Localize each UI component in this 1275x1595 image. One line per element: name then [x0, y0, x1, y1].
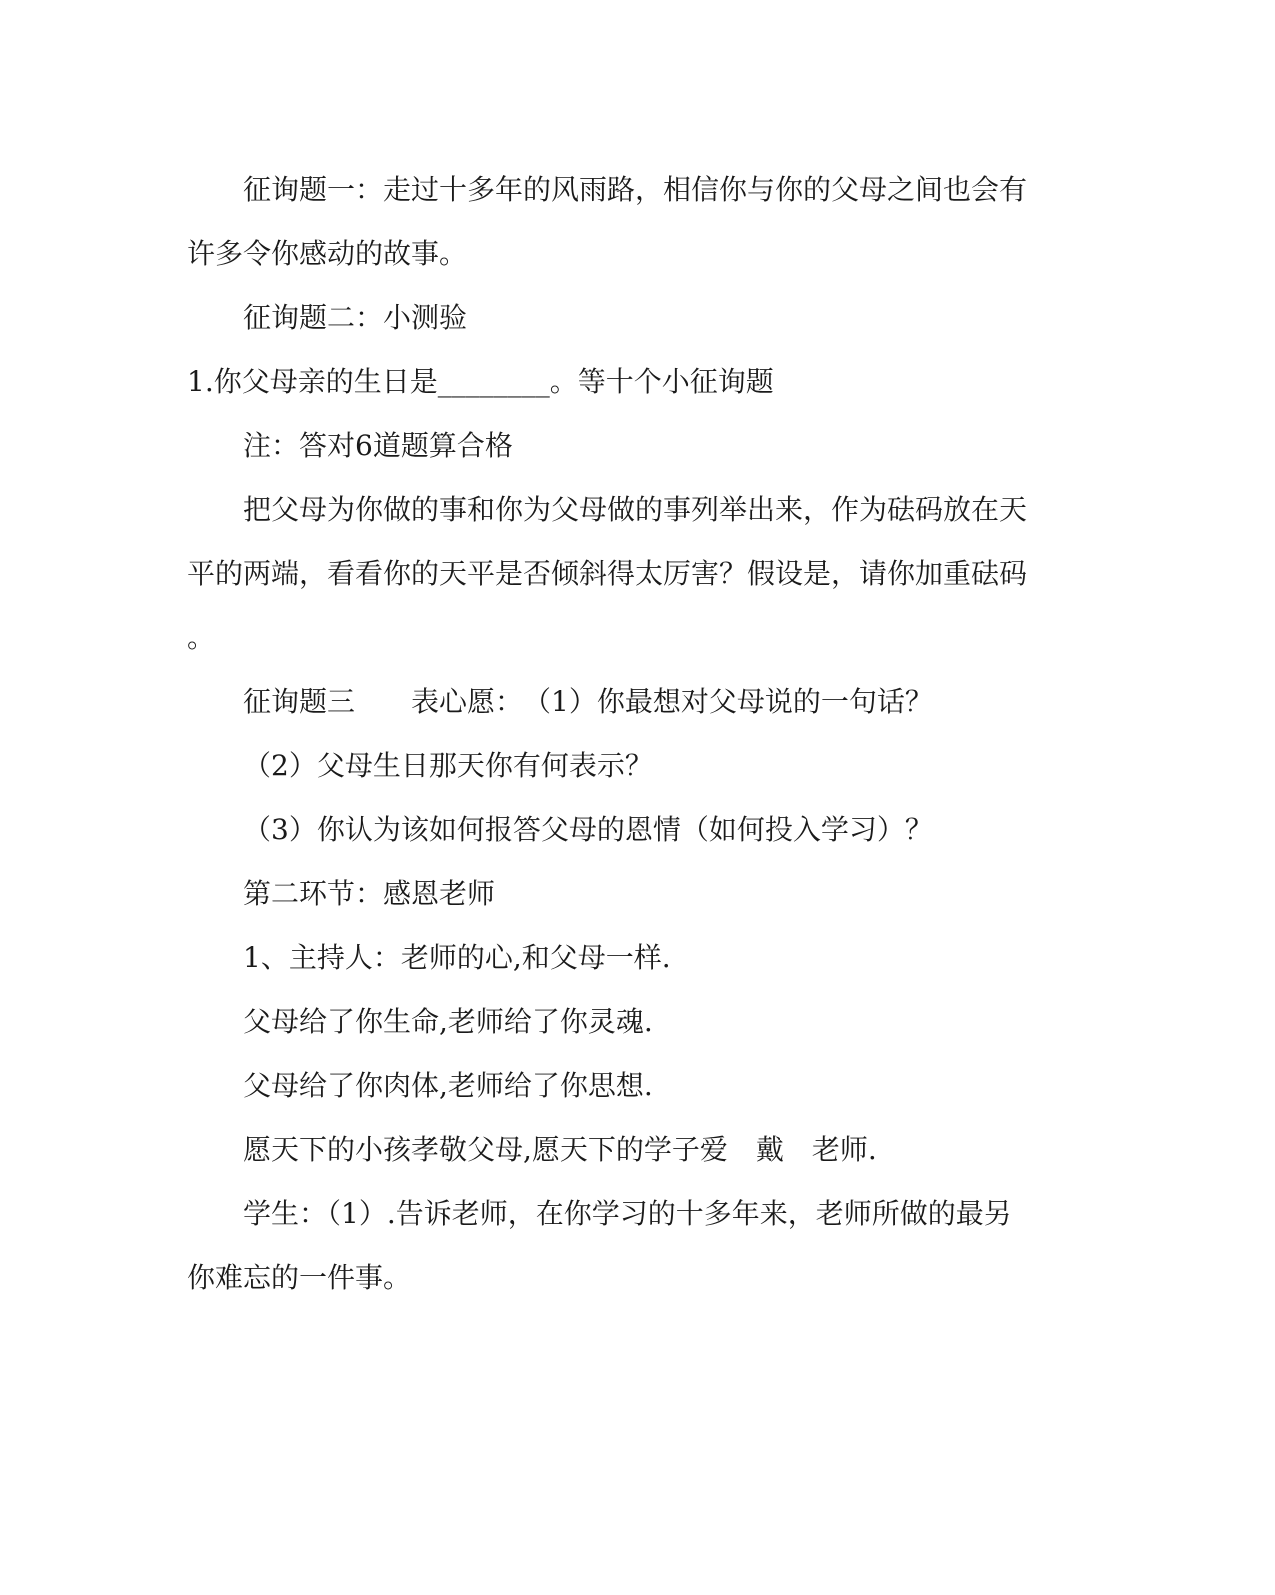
paragraph-line: 1、主持人：老师的心,和父母一样.	[243, 941, 671, 974]
paragraph-line: 学生：（1）.告诉老师，在你学习的十多年来，老师所做的最另	[243, 1197, 1012, 1230]
paragraph-line: 第二环节：感恩老师	[243, 877, 496, 910]
paragraph-line: 愿天下的小孩孝敬父母,愿天下的学子爱 戴 老师.	[243, 1133, 877, 1166]
paragraph-line: 征询题三 表心愿： （1）你最想对父母说的一句话？	[243, 685, 933, 718]
paragraph-line: 征询题二：小测验	[243, 301, 468, 334]
paragraph-line: 父母给了你肉体,老师给了你思想.	[243, 1069, 653, 1102]
paragraph-line: 注：答对6道题算合格	[243, 429, 513, 462]
paragraph-line: 许多令你感动的故事。	[187, 237, 468, 270]
paragraph-line: 把父母为你做的事和你为父母做的事列举出来，作为砝码放在天	[243, 493, 1028, 526]
paragraph-line: 平的两端，看看你的天平是否倾斜得太厉害？假设是，请你加重砝码	[187, 557, 1028, 590]
paragraph-line: （2）父母生日那天你有何表示？	[243, 749, 653, 782]
paragraph-line: 1.你父母亲的生日是________。等十个小征询题	[187, 365, 774, 398]
paragraph-line: 。	[187, 621, 216, 654]
paragraph-line: 你难忘的一件事。	[187, 1261, 412, 1294]
paragraph-line: （3）你认为该如何报答父母的恩情（如何投入学习）？	[243, 813, 933, 846]
paragraph-line: 父母给了你生命,老师给了你灵魂.	[243, 1005, 653, 1038]
paragraph-line: 征询题一：走过十多年的风雨路，相信你与你的父母之间也会有	[243, 173, 1028, 206]
